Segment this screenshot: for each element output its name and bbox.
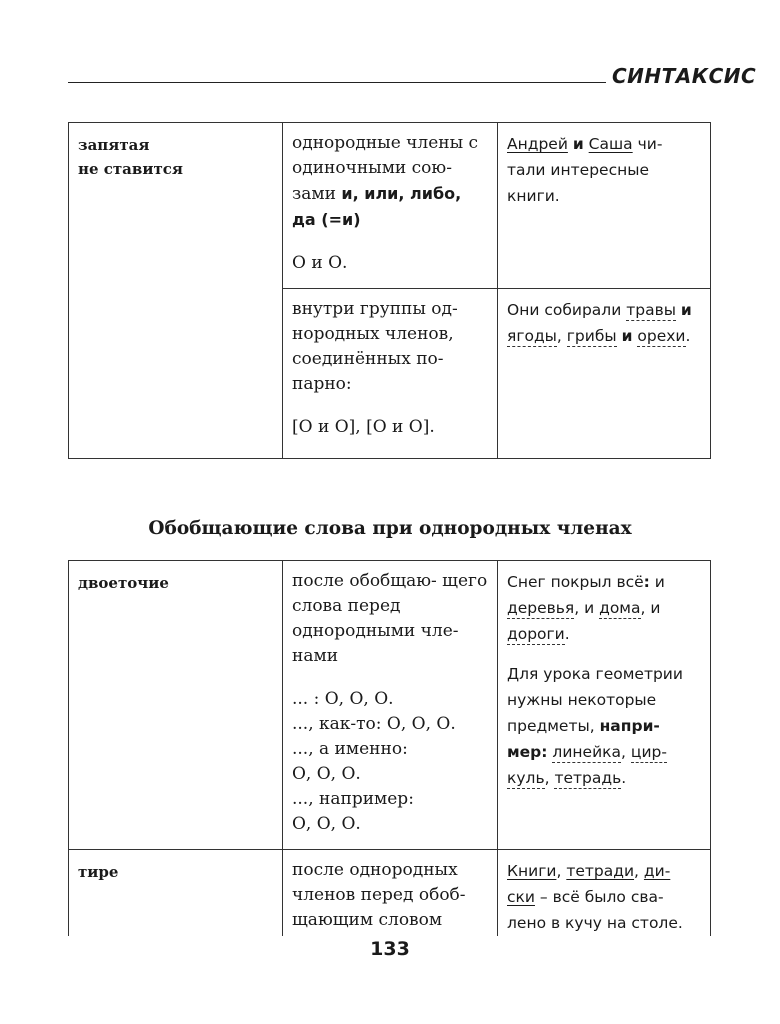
rule-text: однородные члены с одиночными сою- зами	[292, 133, 479, 204]
example-cell	[498, 561, 711, 850]
example-cell	[498, 850, 711, 937]
rule-cell	[283, 123, 498, 289]
example-cell	[498, 289, 711, 459]
example-punct: ,	[621, 743, 626, 761]
example-conjunction: и	[621, 327, 633, 345]
example-subject: Саша	[588, 135, 633, 153]
generalizing-table	[68, 560, 711, 936]
example-text: Для урока геометрии нужны некоторые предметы,	[507, 665, 683, 735]
page-number: 133	[370, 938, 410, 960]
example-punct: ,	[544, 769, 550, 787]
rule-scheme: ..., а именно:	[292, 739, 408, 759]
example-punct: .	[564, 625, 570, 643]
rule-text: после однородных членов перед обоб- щающим словом	[292, 860, 466, 930]
label-cell	[69, 850, 283, 937]
rule-scheme: [О и О], [О и О].	[292, 417, 435, 437]
label-line: не ставится	[78, 160, 183, 178]
example-subject: ди- ски	[507, 862, 671, 906]
table-row	[69, 123, 711, 289]
example-generalizer: напри- мер:	[507, 717, 660, 761]
rule-cell	[283, 850, 498, 937]
running-header: СИНТАКСИС	[612, 64, 757, 88]
example-object: цир- куль	[507, 743, 667, 787]
header-rule	[68, 82, 606, 83]
example-punct: :	[643, 573, 650, 591]
example-punct: ,	[556, 862, 562, 880]
example-punct: .	[621, 769, 627, 787]
example-punct: ,	[556, 327, 562, 345]
rule-scheme: О, О, О.	[292, 814, 361, 834]
table-row	[69, 561, 711, 850]
example-subject: тетради	[566, 862, 635, 880]
example-text: чи- тали интересные книги.	[507, 135, 663, 205]
example-punct: , и	[640, 599, 661, 617]
rule-scheme: ... : О, О, О.	[292, 689, 394, 709]
example-object: ягоды	[507, 327, 557, 345]
example-text: Снег покрыл всё	[507, 573, 644, 591]
example-object: линейка	[552, 743, 622, 761]
rule-scheme: О и О.	[292, 253, 348, 273]
example-text: – всё было сва- лено в кучу на столе.	[507, 888, 683, 932]
table-row	[69, 850, 711, 937]
example-subject: Андрей	[507, 135, 568, 153]
example-cell	[498, 123, 711, 289]
section-title: Обобщающие слова при однородных членах	[148, 518, 632, 539]
example-punct: , и	[574, 599, 595, 617]
rule-cell	[283, 289, 498, 459]
rule-cell	[283, 561, 498, 850]
rule-scheme: О, О, О.	[292, 764, 361, 784]
example-text: Они собирали	[507, 301, 622, 319]
example-conjunction: и	[654, 573, 665, 591]
label-cell	[69, 123, 283, 459]
example-object: деревья	[507, 599, 575, 617]
rule-text: после обобщаю- щего слова перед однородными чле- нами	[292, 571, 488, 666]
label-line: тире	[78, 863, 119, 881]
example-object: дома	[599, 599, 641, 617]
example-object: дороги	[507, 625, 565, 643]
rule-scheme: ..., например:	[292, 789, 414, 809]
label-line: запятая	[78, 136, 150, 154]
example-conjunction: и	[572, 135, 584, 153]
label-line: двоеточие	[78, 574, 169, 592]
example-object: орехи	[637, 327, 686, 345]
example-punct: .	[685, 327, 691, 345]
example-conjunction: и	[680, 301, 692, 319]
example-object: травы	[626, 301, 676, 319]
example-object: грибы	[566, 327, 617, 345]
conjunction-table	[68, 122, 711, 459]
example-subject: Книги	[507, 862, 557, 880]
example-punct: ,	[634, 862, 639, 880]
rule-conjunctions: и, или, либо, да (=и)	[292, 184, 462, 229]
rule-scheme: ..., как-то: О, О, О.	[292, 714, 456, 734]
label-cell	[69, 561, 283, 850]
example-object: тетрадь	[554, 769, 622, 787]
rule-text: внутри группы од- нородных членов, соединённых по- парно:	[292, 299, 458, 394]
